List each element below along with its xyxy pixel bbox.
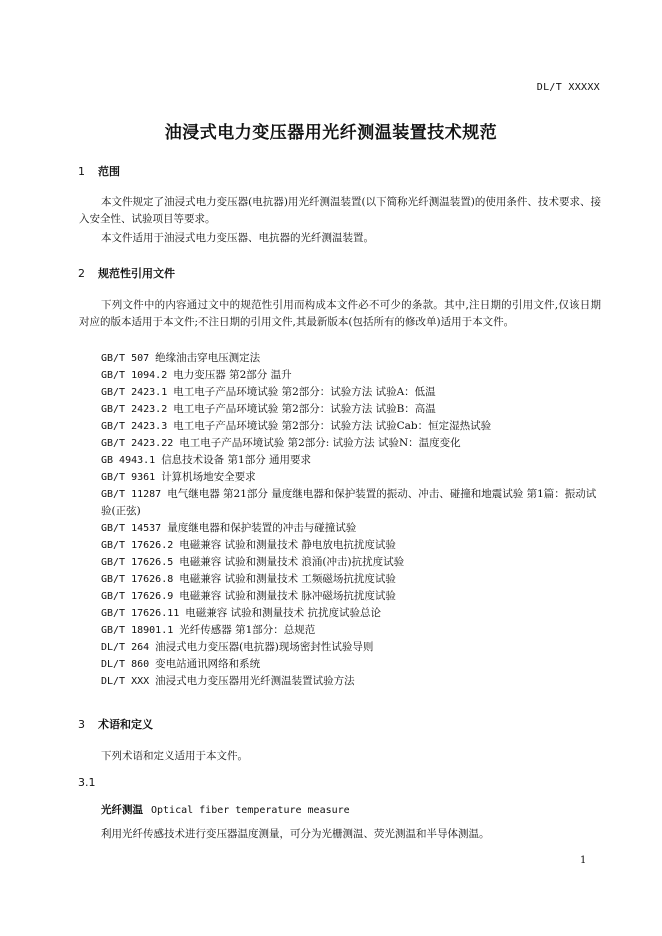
- reference-item: GB/T 17626.8 电磁兼容 试验和测量技术 工频磁场抗扰度试验: [101, 573, 396, 585]
- reference-item: GB/T 17626.9 电磁兼容 试验和测量技术 脉冲磁场抗扰度试验: [101, 590, 396, 602]
- section-heading-terms: [78, 716, 153, 732]
- reference-item: GB 4943.1 信息技术设备 第1部分 通用要求: [101, 454, 312, 466]
- reference-item: GB/T 2423.3 电工电子产品环境试验 第2部分：试验方法 试验Cab：恒定湿热试验: [101, 420, 492, 432]
- scope-paragraph-1: 本文件规定了油浸式电力变压器(电抗器)用光纤测温装置(以下简称光纤测温装置)的使用条件、技术要求、接入安全性、试验项目等要求。: [79, 196, 601, 225]
- term-definition: 利用光纤传感技术进行变压器温度测量，可分为光栅测温、荧光测温和半导体测温。: [101, 828, 490, 840]
- reference-item: GB/T 507 绝缘油击穿电压测定法: [101, 352, 261, 364]
- reference-item: GB/T 17626.11 电磁兼容 试验和测量技术 抗扰度试验总论: [101, 607, 381, 619]
- reference-item: GB/T 17626.5 电磁兼容 试验和测量技术 浪涌(冲击)抗扰度试验: [101, 556, 405, 568]
- document-title: 油浸式电力变压器用光纤测温装置技术规范: [164, 123, 498, 143]
- reference-item: GB/T 11287 电气继电器 第21部分 量度继电器和保护装置的振动、冲击、碰撞和地震试验 第1篇：振动试验(正弦): [101, 488, 597, 517]
- reference-list: [79, 350, 601, 690]
- document-code: DL/T XXXXX: [536, 82, 600, 93]
- term-english: Optical fiber temperature measure: [151, 805, 350, 816]
- section-title: 范围: [98, 165, 120, 178]
- section-heading-references: [78, 265, 175, 281]
- reference-item: DL/T 860 变电站通讯网络和系统: [101, 658, 261, 670]
- reference-item: GB/T 14537 量度继电器和保护装置的冲击与碰撞试验: [101, 522, 357, 534]
- section-number: 1: [78, 165, 85, 178]
- reference-item: DL/T 264 油浸式电力变压器(电抗器)现场密封性试验导则: [101, 641, 374, 653]
- reference-item: GB/T 2423.22 电工电子产品环境试验 第2部分: 试验方法 试验N：温度变化: [101, 437, 461, 449]
- term-chinese: 光纤测温: [101, 804, 143, 816]
- reference-item: DL/T XXX 油浸式电力变压器用光纤测温装置试验方法: [101, 675, 355, 687]
- subsection-number: 3.1: [78, 776, 96, 789]
- section-title: 术语和定义: [98, 718, 153, 731]
- reference-item: GB/T 9361 计算机场地安全要求: [101, 471, 256, 483]
- reference-item: GB/T 18901.1 光纤传感器 第1部分：总规范: [101, 624, 316, 636]
- reference-item: GB/T 2423.1 电工电子产品环境试验 第2部分：试验方法 试验A：低温: [101, 386, 436, 398]
- reference-item: GB/T 17626.2 电磁兼容 试验和测量技术 静电放电抗扰度试验: [101, 539, 396, 551]
- section-number: 2: [78, 267, 85, 280]
- reference-item: GB/T 2423.2 电工电子产品环境试验 第2部分：试验方法 试验B：高温: [101, 403, 436, 415]
- page-number: 1: [580, 855, 587, 866]
- section-heading-scope: [78, 163, 120, 179]
- section-number: 3: [78, 718, 85, 731]
- references-intro: 下列文件中的内容通过文中的规范性引用而构成本文件必不可少的条款。其中,注日期的引用文件,仅该日期对应的版本适用于本文件;不注日期的引用文件,其最新版本(包括所有的修改单)适用于本文件。: [79, 299, 601, 328]
- reference-item: GB/T 1094.2 电力变压器 第2部分 温升: [101, 369, 292, 381]
- section-title: 规范性引用文件: [98, 267, 175, 280]
- term-entry: [101, 802, 350, 817]
- terms-intro: 下列术语和定义适用于本文件。: [101, 750, 248, 762]
- scope-paragraph-2: 本文件适用于油浸式电力变压器、电抗器的光纤测温装置。: [101, 232, 374, 244]
